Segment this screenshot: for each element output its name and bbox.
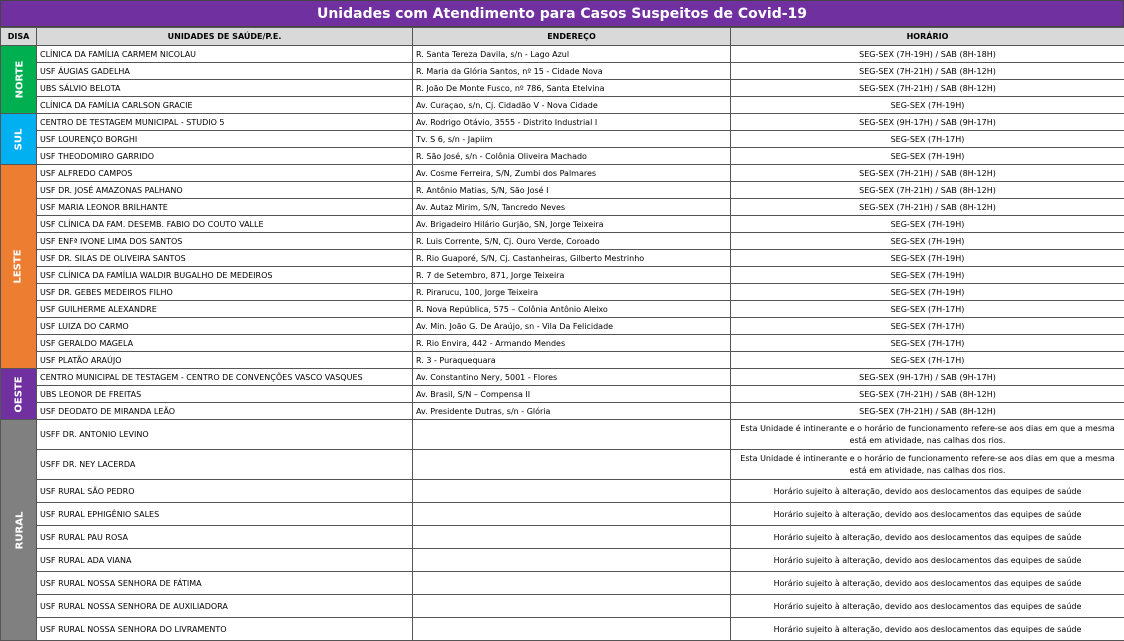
unidade-cell: USF ENFª IVONE LIMA DOS SANTOS (37, 233, 413, 250)
disa-cell (1, 420, 37, 641)
unidade-cell: USF LOURENÇO BORGHI (37, 131, 413, 148)
endereco-cell: R. João De Monte Fusco, nº 786, Santa Etelvina (413, 80, 731, 97)
endereco-cell: R. Nova República, 575 – Colônia Antônio Aleixo (413, 301, 731, 318)
unidade-cell: CLÍNICA DA FAMÍLIA CARLSON GRACIE (37, 97, 413, 114)
table-row (1, 386, 1124, 403)
endereco-cell (413, 503, 731, 526)
table-row (1, 199, 1124, 216)
horario-cell: SEG-SEX (7H-19H) / SAB (8H-18H) (731, 46, 1124, 63)
unidade-cell: USF RURAL NOSSA SENHORA DO LIVRAMENTO (37, 618, 413, 641)
horario-cell: SEG-SEX (7H-21H) / SAB (8H-12H) (731, 80, 1124, 97)
disa-label: SUL (13, 128, 24, 150)
unidade-cell: USF RURAL EPHIGÊNIO SALES (37, 503, 413, 526)
endereco-cell: R. São José, s/n - Colônia Oliveira Machado (413, 148, 731, 165)
table-row (1, 63, 1124, 80)
horario-cell: Horário sujeito à alteração, devido aos deslocamentos das equipes de saúde (731, 549, 1124, 572)
endereco-cell: Av. Curaçao, s/n, Cj. Cidadão V - Nova Cidade (413, 97, 731, 114)
unidade-cell: USF MARIA LEONOR BRILHANTE (37, 199, 413, 216)
disa-label: OESTE (14, 376, 25, 412)
endereco-cell (413, 572, 731, 595)
horario-cell: SEG-SEX (9H-17H) / SAB (9H-17H) (731, 114, 1124, 131)
endereco-cell: Tv. S 6, s/n - Japiim (413, 131, 731, 148)
table-row (1, 503, 1124, 526)
table-row (1, 595, 1124, 618)
horario-cell: SEG-SEX (9H-17H) / SAB (9H-17H) (731, 369, 1124, 386)
table-row (1, 148, 1124, 165)
unidade-cell: UBS SÁLVIO BELOTA (37, 80, 413, 97)
endereco-cell: R. Antônio Matias, S/N, São José I (413, 182, 731, 199)
unidade-cell: USF THEODOMIRO GARRIDO (37, 148, 413, 165)
unidade-cell: USF ÁUGIAS GADELHA (37, 63, 413, 80)
endereco-cell: R. Pirarucu, 100, Jorge Teixeira (413, 284, 731, 301)
horario-cell: SEG-SEX (7H-17H) (731, 352, 1124, 369)
table-row (1, 165, 1124, 182)
endereco-cell (413, 526, 731, 549)
endereco-cell: Av. Autaz Mirim, S/N, Tancredo Neves (413, 199, 731, 216)
horario-cell: SEG-SEX (7H-19H) (731, 250, 1124, 267)
header-endereco: ENDEREÇO (413, 28, 731, 46)
horario-cell: SEG-SEX (7H-19H) (731, 233, 1124, 250)
unidade-cell: USF DR. SILAS DE OLIVEIRA SANTOS (37, 250, 413, 267)
unidade-cell: USF CLÍNICA DA FAMÍLIA WALDIR BUGALHO DE MEDEIROS (37, 267, 413, 284)
table-row (1, 46, 1124, 63)
table-row (1, 420, 1124, 450)
health-units-table (0, 27, 1124, 641)
unidade-cell: CENTRO MUNICIPAL DE TESTAGEM - CENTRO DE CONVENÇÕES VASCO VASQUES (37, 369, 413, 386)
endereco-cell (413, 595, 731, 618)
horario-cell: SEG-SEX (7H-19H) (731, 216, 1124, 233)
table-row (1, 267, 1124, 284)
horario-cell: SEG-SEX (7H-21H) / SAB (8H-12H) (731, 63, 1124, 80)
unidade-cell: USF PLATÃO ARAÚJO (37, 352, 413, 369)
unidade-cell: USFF DR. ANTONIO LEVINO (37, 420, 413, 450)
table-row (1, 549, 1124, 572)
horario-cell: SEG-SEX (7H-21H) / SAB (8H-12H) (731, 386, 1124, 403)
endereco-cell (413, 450, 731, 480)
horario-cell: SEG-SEX (7H-19H) (731, 97, 1124, 114)
horario-cell: Horário sujeito à alteração, devido aos deslocamentos das equipes de saúde (731, 480, 1124, 503)
table-row (1, 403, 1124, 420)
endereco-cell: Av. Constantino Nery, 5001 - Flores (413, 369, 731, 386)
table-row (1, 284, 1124, 301)
horario-cell: SEG-SEX (7H-17H) (731, 335, 1124, 352)
unidade-cell: CENTRO DE TESTAGEM MUNICIPAL - STUDIO 5 (37, 114, 413, 131)
endereco-cell: Av. Rodrigo Otávio, 3555 - Distrito Industrial I (413, 114, 731, 131)
horario-cell: SEG-SEX (7H-19H) (731, 267, 1124, 284)
horario-cell: Esta Unidade é intinerante e o horário de funcionamento refere-se aos dias em que a mesma está em atividade, nas calhas dos rios. (731, 420, 1124, 450)
endereco-cell: R. Luis Corrente, S/N, Cj. Ouro Verde, Coroado (413, 233, 731, 250)
disa-cell (1, 369, 37, 420)
table-row (1, 131, 1124, 148)
unidade-cell: CLÍNICA DA FAMÍLIA CARMEM NICOLAU (37, 46, 413, 63)
table-row (1, 335, 1124, 352)
unidade-cell: USF RURAL ADA VIANA (37, 549, 413, 572)
unidade-cell: USF GUILHERME ALEXANDRE (37, 301, 413, 318)
table-row (1, 250, 1124, 267)
unidade-cell: USF GERALDO MAGELA (37, 335, 413, 352)
table-row (1, 480, 1124, 503)
horario-cell: SEG-SEX (7H-17H) (731, 301, 1124, 318)
table-row (1, 618, 1124, 641)
endereco-cell: Av. Presidente Dutras, s/n - Glória (413, 403, 731, 420)
endereco-cell: R. Santa Tereza Davila, s/n - Lago Azul (413, 46, 731, 63)
disa-label: NORTE (14, 61, 25, 99)
unidade-cell: USF LUIZA DO CARMO (37, 318, 413, 335)
unidade-cell: USF DR. GEBES MEDEIROS FILHO (37, 284, 413, 301)
unidade-cell: USF CLÍNICA DA FAM. DESEMB. FABIO DO COUTO VALLE (37, 216, 413, 233)
horario-cell: SEG-SEX (7H-17H) (731, 131, 1124, 148)
table-row (1, 352, 1124, 369)
table-row (1, 572, 1124, 595)
horario-cell: Horário sujeito à alteração, devido aos deslocamentos das equipes de saúde (731, 572, 1124, 595)
endereco-cell (413, 549, 731, 572)
horario-cell: Horário sujeito à alteração, devido aos deslocamentos das equipes de saúde (731, 618, 1124, 641)
table-row (1, 301, 1124, 318)
endereco-cell: Av. Brasil, S/N – Compensa II (413, 386, 731, 403)
sheet-title: Unidades com Atendimento para Casos Suspeitos de Covid-19 (0, 0, 1124, 27)
disa-cell (1, 46, 37, 114)
table-row (1, 182, 1124, 199)
horario-cell: SEG-SEX (7H-21H) / SAB (8H-12H) (731, 165, 1124, 182)
endereco-cell: Av. Cosme Ferreira, S/N, Zumbi dos Palmares (413, 165, 731, 182)
unidade-cell: USFF DR. NEY LACERDA (37, 450, 413, 480)
endereco-cell: R. Rio Guaporé, S/N, Cj. Castanheiras, Gilberto Mestrinho (413, 250, 731, 267)
table-row (1, 97, 1124, 114)
endereco-cell: R. 3 - Puraquequara (413, 352, 731, 369)
horario-cell: Horário sujeito à alteração, devido aos deslocamentos das equipes de saúde (731, 503, 1124, 526)
endereco-cell: Av. Brigadeiro Hilário Gurjão, SN, Jorge Teixeira (413, 216, 731, 233)
table-row (1, 80, 1124, 97)
disa-cell (1, 165, 37, 369)
horario-cell: SEG-SEX (7H-21H) / SAB (8H-12H) (731, 199, 1124, 216)
unidade-cell: UBS LEONOR DE FREITAS (37, 386, 413, 403)
horario-cell: Esta Unidade é intinerante e o horário de funcionamento refere-se aos dias em que a mesma está em atividade, nas calhas dos rios. (731, 450, 1124, 480)
unidade-cell: USF ALFREDO CAMPOS (37, 165, 413, 182)
endereco-cell (413, 420, 731, 450)
table-row (1, 318, 1124, 335)
table-row (1, 216, 1124, 233)
horario-cell: Horário sujeito à alteração, devido aos deslocamentos das equipes de saúde (731, 526, 1124, 549)
header-horario: HORÁRIO (731, 28, 1124, 46)
table-row (1, 369, 1124, 386)
unidade-cell: USF RURAL SÃO PEDRO (37, 480, 413, 503)
endereco-cell: R. Rio Envira, 442 - Armando Mendes (413, 335, 731, 352)
horario-cell: SEG-SEX (7H-19H) (731, 284, 1124, 301)
disa-label: RURAL (14, 511, 25, 549)
horario-cell: SEG-SEX (7H-19H) (731, 148, 1124, 165)
table-row (1, 233, 1124, 250)
unidade-cell: USF DEODATO DE MIRANDA LEÃO (37, 403, 413, 420)
horario-cell: SEG-SEX (7H-21H) / SAB (8H-12H) (731, 403, 1124, 420)
unidade-cell: USF RURAL NOSSA SENHORA DE FÁTIMA (37, 572, 413, 595)
endereco-cell: R. 7 de Setembro, 871, Jorge Teixeira (413, 267, 731, 284)
endereco-cell: Av. Min. João G. De Araújo, sn - Vila Da Felicidade (413, 318, 731, 335)
table-row (1, 450, 1124, 480)
horario-cell: SEG-SEX (7H-21H) / SAB (8H-12H) (731, 182, 1124, 199)
horario-cell: Horário sujeito à alteração, devido aos deslocamentos das equipes de saúde (731, 595, 1124, 618)
unidade-cell: USF RURAL PAU ROSA (37, 526, 413, 549)
unidade-cell: USF RURAL NOSSA SENHORA DE AUXILIADORA (37, 595, 413, 618)
header-row (1, 28, 1124, 46)
disa-cell (1, 114, 37, 165)
endereco-cell: R. Maria da Glória Santos, nº 15 - Cidade Nova (413, 63, 731, 80)
horario-cell: SEG-SEX (7H-17H) (731, 318, 1124, 335)
header-unidade: UNIDADES DE SAÚDE/P.E. (37, 28, 413, 46)
endereco-cell (413, 480, 731, 503)
disa-label: LESTE (13, 249, 24, 283)
table-row (1, 114, 1124, 131)
unidade-cell: USF DR. JOSÉ AMAZONAS PALHANO (37, 182, 413, 199)
table-row (1, 526, 1124, 549)
header-disa: DISA (1, 28, 37, 46)
endereco-cell (413, 618, 731, 641)
